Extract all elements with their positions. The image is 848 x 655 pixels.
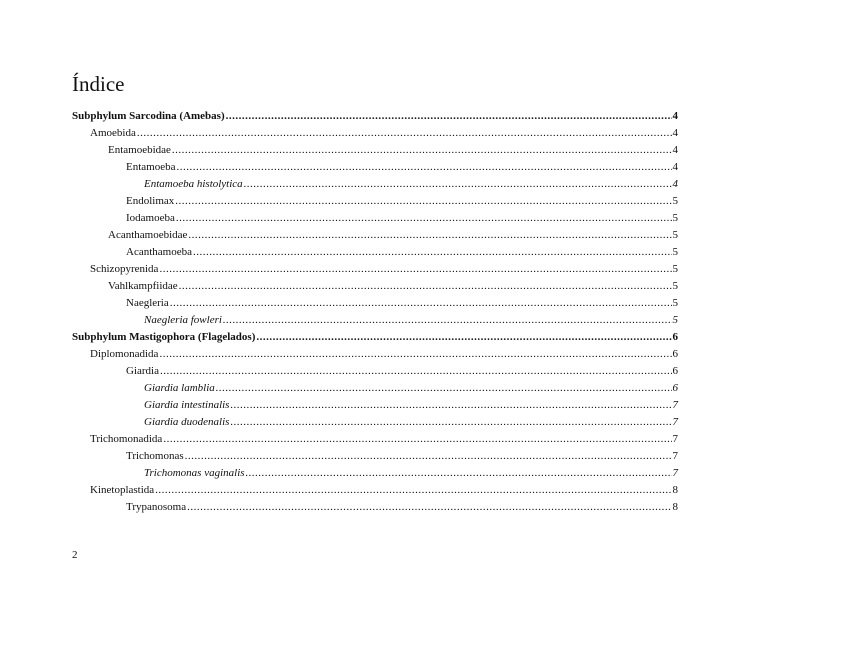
- toc-entry[interactable]: [72, 210, 678, 227]
- table-of-contents: [72, 108, 678, 516]
- dot-leader: [176, 210, 672, 227]
- toc-entry-page: 4: [672, 127, 678, 139]
- toc-entry[interactable]: [72, 176, 678, 193]
- dot-leader: [163, 431, 671, 448]
- toc-entry-label: Acanthamoebidae: [108, 229, 188, 241]
- dot-leader: [185, 448, 672, 465]
- toc-entry-page: 7: [672, 433, 678, 445]
- toc-entry-page: 5: [672, 297, 678, 309]
- dot-leader: [246, 465, 672, 482]
- dot-leader: [179, 278, 672, 295]
- toc-entry[interactable]: [72, 380, 678, 397]
- toc-entry-label: Giardia intestinalis: [144, 399, 230, 411]
- toc-entry-label: Amoebida: [90, 127, 136, 139]
- toc-entry-page: 4: [672, 144, 678, 156]
- dot-leader: [137, 125, 672, 142]
- dot-leader: [160, 363, 672, 380]
- toc-entry-page: 5: [672, 280, 678, 292]
- dot-leader: [226, 108, 672, 125]
- toc-entry[interactable]: [72, 346, 678, 363]
- toc-entry[interactable]: [72, 295, 678, 312]
- dot-leader: [244, 176, 672, 193]
- toc-entry-page: 5: [672, 195, 678, 207]
- toc-entry-page: 7: [672, 467, 678, 479]
- dot-leader: [159, 261, 671, 278]
- dot-leader: [230, 397, 671, 414]
- toc-entry[interactable]: [72, 193, 678, 210]
- dot-leader: [256, 329, 671, 346]
- toc-entry-page: 7: [672, 416, 678, 428]
- toc-entry-page: 4: [672, 178, 678, 190]
- toc-entry[interactable]: [72, 414, 678, 431]
- toc-entry-page: 6: [672, 331, 678, 343]
- toc-entry-label: Diplomonadida: [90, 348, 159, 360]
- toc-entry[interactable]: [72, 125, 678, 142]
- toc-entry-page: 5: [672, 246, 678, 258]
- toc-entry[interactable]: [72, 244, 678, 261]
- toc-entry-label: Entamoebidae: [108, 144, 171, 156]
- toc-entry-page: 5: [672, 314, 678, 326]
- toc-entry-label: Subphylum Mastigophora (Flagelados): [72, 331, 256, 343]
- toc-entry-label: Entamoeba: [126, 161, 176, 173]
- toc-entry-page: 5: [672, 212, 678, 224]
- toc-entry[interactable]: [72, 363, 678, 380]
- dot-leader: [155, 482, 671, 499]
- toc-entry-page: 4: [672, 161, 678, 173]
- toc-entry-label: Trypanosoma: [126, 501, 187, 513]
- toc-entry-label: Trichomonas vaginalis: [144, 467, 245, 479]
- toc-entry[interactable]: [72, 329, 678, 346]
- toc-entry-label: Naegleria fowleri: [144, 314, 222, 326]
- toc-entry[interactable]: [72, 261, 678, 278]
- toc-entry[interactable]: [72, 278, 678, 295]
- toc-entry[interactable]: [72, 159, 678, 176]
- toc-entry[interactable]: [72, 108, 678, 125]
- dot-leader: [188, 227, 671, 244]
- toc-entry-label: Kinetoplastida: [90, 484, 155, 496]
- toc-entry-page: 6: [672, 382, 678, 394]
- dot-leader: [193, 244, 672, 261]
- dot-leader: [159, 346, 671, 363]
- toc-entry-label: Giardia: [126, 365, 159, 377]
- toc-entry-page: 5: [672, 263, 678, 275]
- toc-entry-page: 8: [672, 501, 678, 513]
- page-number: 2: [72, 549, 78, 561]
- toc-entry-label: Giardia lamblia: [144, 382, 215, 394]
- toc-entry-label: Vahlkampfiidae: [108, 280, 178, 292]
- toc-entry-page: 6: [672, 348, 678, 360]
- toc-entry-page: 7: [672, 450, 678, 462]
- toc-entry-label: Acanthamoeba: [126, 246, 192, 258]
- toc-entry[interactable]: [72, 312, 678, 329]
- toc-entry-page: 4: [672, 110, 678, 122]
- toc-entry-label: Schizopyrenida: [90, 263, 159, 275]
- dot-leader: [230, 414, 671, 431]
- toc-entry-label: Subphylum Sarcodina (Amebas): [72, 110, 225, 122]
- toc-entry[interactable]: [72, 499, 678, 516]
- dot-leader: [216, 380, 672, 397]
- dot-leader: [175, 193, 671, 210]
- dot-leader: [172, 142, 672, 159]
- toc-entry[interactable]: [72, 142, 678, 159]
- toc-entry[interactable]: [72, 482, 678, 499]
- toc-entry-page: 7: [672, 399, 678, 411]
- toc-entry-label: Trichomonadida: [90, 433, 163, 445]
- dot-leader: [170, 295, 672, 312]
- toc-entry-label: Giardia duodenalis: [144, 416, 230, 428]
- toc-entry-label: Naegleria: [126, 297, 169, 309]
- dot-leader: [176, 159, 671, 176]
- page-title: Índice: [72, 72, 125, 96]
- toc-entry-page: 8: [672, 484, 678, 496]
- toc-entry[interactable]: [72, 448, 678, 465]
- toc-entry[interactable]: [72, 397, 678, 414]
- toc-entry-label: Iodamoeba: [126, 212, 175, 224]
- toc-entry-label: Endolimax: [126, 195, 175, 207]
- toc-entry-page: 5: [672, 229, 678, 241]
- toc-entry[interactable]: [72, 227, 678, 244]
- toc-entry[interactable]: [72, 465, 678, 482]
- toc-entry-label: Trichomonas: [126, 450, 184, 462]
- dot-leader: [223, 312, 672, 329]
- dot-leader: [187, 499, 671, 516]
- toc-entry-page: 6: [672, 365, 678, 377]
- toc-entry[interactable]: [72, 431, 678, 448]
- toc-entry-label: Entamoeba histolytica: [144, 178, 243, 190]
